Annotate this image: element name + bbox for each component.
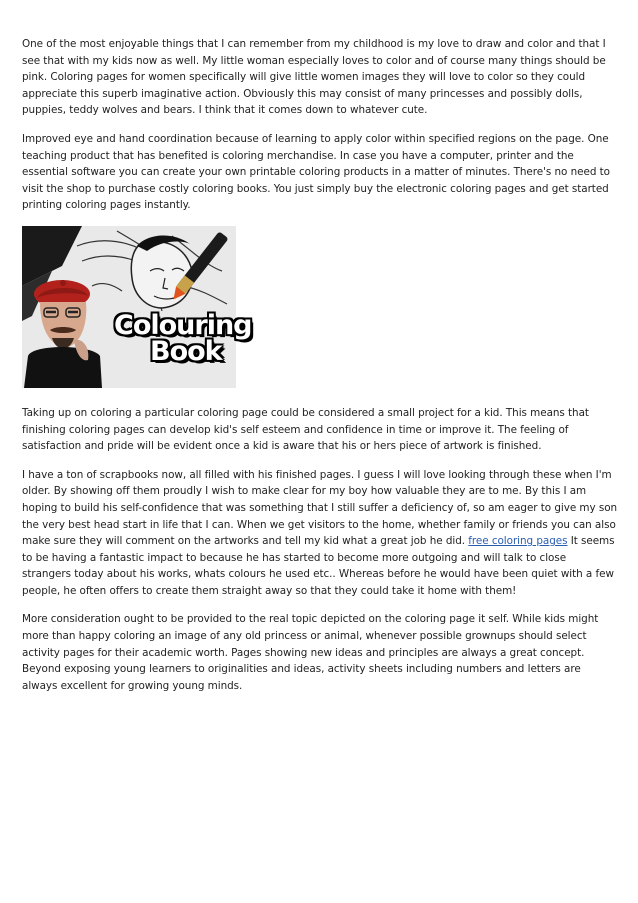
cover-title-line-2: Book (150, 335, 222, 367)
paragraph-4 (22, 467, 618, 600)
paragraph-1: One of the most enjoyable things that I can remember from my childhood is my love to draw and color and that I see that with my kids now as well. My little woman especially loves to color and of course many things should be pink. Coloring pages for women specifically will give little women images they will love to color so they could appreciate this superb imaginative action. Obviously this may consist of many princesses and possibly dolls, puppies, teddy wolves and bears. I think that it comes down to whatever cute. (22, 38, 606, 117)
paragraph-5: More consideration ought to be provided to the real topic depicted on the coloring page it self. While kids might more than happy coloring an image of any old princess or animal, whenever possible grownups should select activity pages for their academic worth. Pages showing new ideas and principles are always a great concept. Beyond exposing young learners to originalities and ideas, activity sheets including numbers and letters are always excellent for growing young minds. (22, 613, 599, 692)
document-page (22, 36, 618, 706)
colouring-book-image (22, 226, 252, 388)
paragraph-2: Improved eye and hand coordination because of learning to apply color within specified regions on the page. One teaching product that has benefited is coloring merchandise. In case you have a computer, printer and the essential software you can create your own printable coloring products in a matter of minutes. There's no need to visit the shop to purchase costly coloring books. You just simply buy the electronic coloring pages and get started printing coloring pages instantly. (22, 132, 610, 212)
paragraph-4-text-end: It seems to be having a fantastic impact to because he has started to become more outgoing and will talk to close strangers today about his works, whats colours he used etc.. Whereas before he would have been quiet with a few people, he often offers to create them straight away so that they could take it home with them! (22, 535, 615, 597)
cover-title-line-1: Colouring (114, 309, 252, 341)
paragraph-4-text-start: I have a ton of scrapbooks now, all filled with his finished pages. I guess I will love looking through these when I'm older. By showing off them proudly I wish to make clear for my boy how valuable they are to me. By this I am hoping to build his self-confidence that was something that I still suffer a deficiency of, so am eager to give my son the very best head start in life that I can. When we get visitors to the home, whether family or friends you can also make sure they will comment on the artworks and tell my kid what a great job he did. (22, 468, 618, 548)
paragraph-3: Taking up on coloring a particular coloring page could be considered a small project for a kid. This means that finishing coloring pages can develop kid's self esteem and confidence in time or improve it. The feeling of satisfaction and pride will be evident once a kid is aware that his or hers piece of artwork is finished. (22, 406, 589, 453)
free-coloring-pages-link[interactable]: free coloring pages (468, 535, 568, 548)
